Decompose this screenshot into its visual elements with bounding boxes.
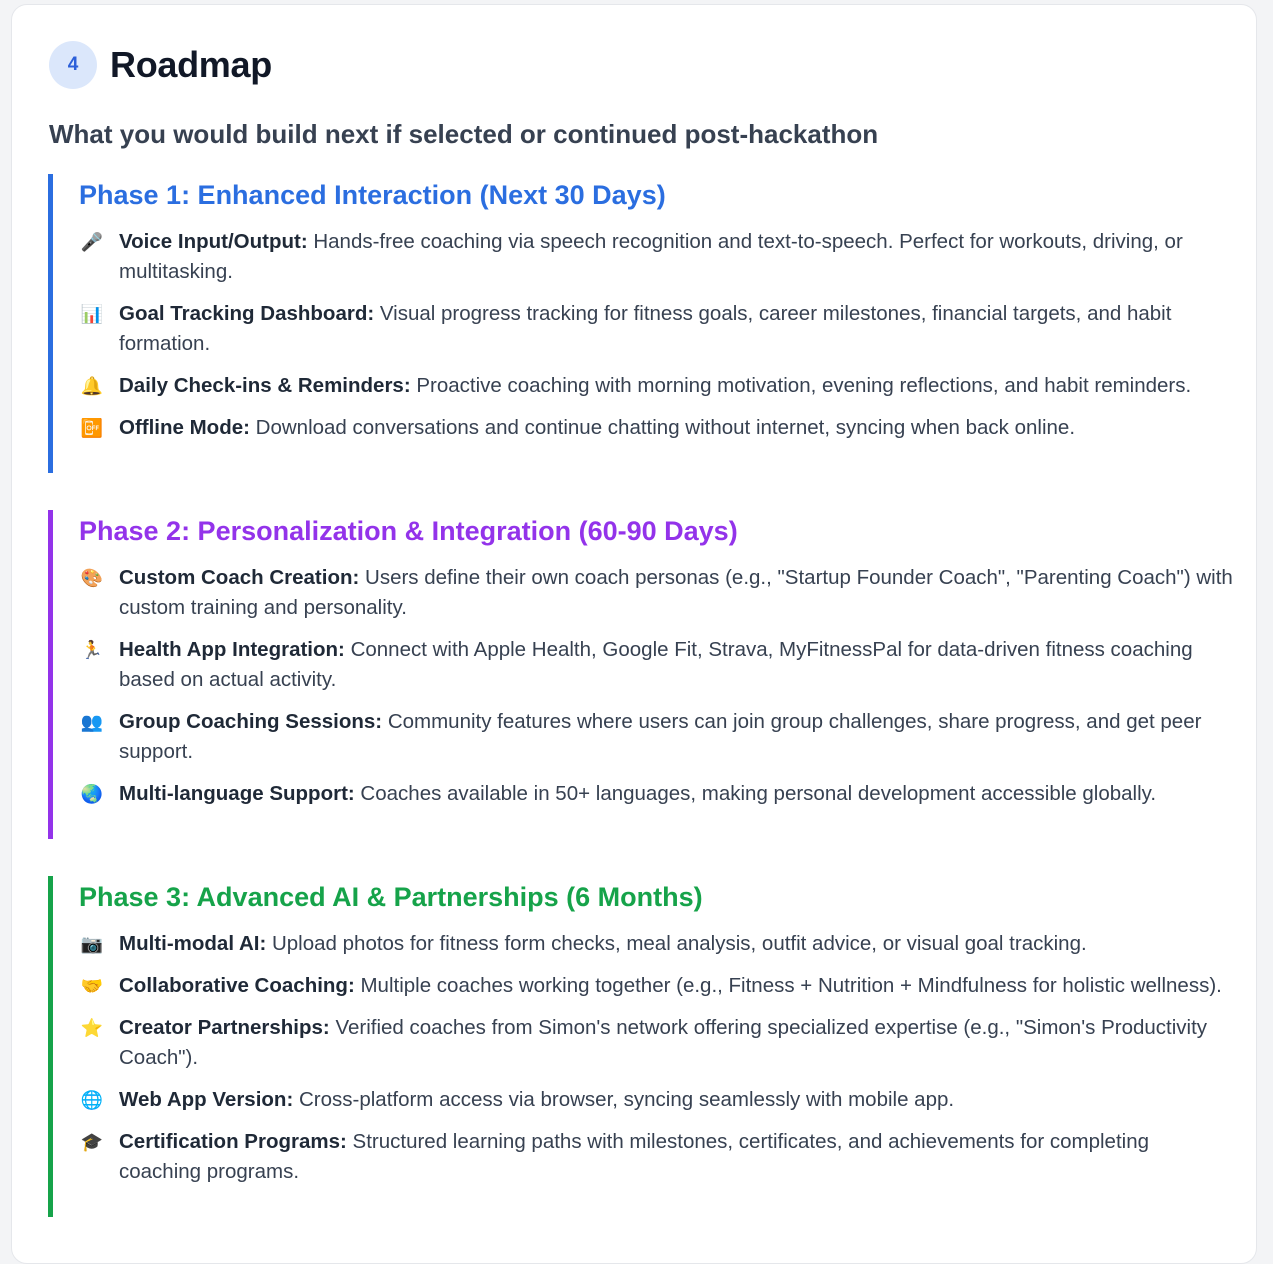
roadmap-item-label: Voice Input/Output: bbox=[119, 230, 308, 253]
roadmap-item bbox=[79, 227, 1233, 287]
roadmap-item-description: Visual progress tracking for fitness goals, career milestones, financial targets, and habit formation. bbox=[119, 302, 1172, 355]
roadmap-item bbox=[79, 971, 1233, 1001]
roadmap-item-description: Cross-platform access via browser, syncing seamlessly with mobile app. bbox=[293, 1088, 955, 1111]
roadmap-item-description: Coaches available in 50+ languages, making personal development accessible globally. bbox=[354, 782, 1157, 805]
roadmap-item bbox=[79, 1085, 1233, 1115]
roadmap-item-label: Multi-language Support: bbox=[119, 782, 355, 805]
roadmap-item-description: Users define their own coach personas (e.g., "Startup Founder Coach", "Parenting Coach") with custom training and personality. bbox=[119, 566, 1233, 619]
roadmap-item-text bbox=[119, 1127, 1233, 1187]
camera-icon: 📷 bbox=[80, 933, 104, 954]
section-header bbox=[49, 41, 272, 89]
web-globe-icon: 🌐 bbox=[80, 1089, 104, 1110]
roadmap-item-description: Connect with Apple Health, Google Fit, Strava, MyFitnessPal for data-driven fitness coaching based on actual activity. bbox=[119, 638, 1193, 691]
palette-icon: 🎨 bbox=[80, 567, 104, 588]
roadmap-item-label: Daily Check-ins & Reminders: bbox=[119, 374, 411, 397]
roadmap-item bbox=[79, 299, 1233, 359]
roadmap-item-description: Hands-free coaching via speech recognition and text-to-speech. Perfect for workouts, driving, or multitasking. bbox=[119, 230, 1183, 283]
roadmap-item-text bbox=[119, 413, 1075, 443]
roadmap-item bbox=[79, 371, 1233, 401]
roadmap-item bbox=[79, 707, 1233, 767]
people-icon: 👥 bbox=[80, 711, 104, 732]
roadmap-item-description: Verified coaches from Simon's network offering specialized expertise (e.g., "Simon's Productivity Coach"). bbox=[119, 1016, 1208, 1069]
roadmap-item bbox=[79, 779, 1233, 809]
microphone-icon: 🎤 bbox=[80, 231, 104, 252]
graduation-cap-icon: 🎓 bbox=[80, 1131, 104, 1152]
phase-1-block bbox=[48, 174, 1233, 473]
phase-2-block bbox=[48, 510, 1233, 839]
roadmap-item-label: Offline Mode: bbox=[119, 416, 250, 439]
roadmap-item-label: Web App Version: bbox=[119, 1088, 294, 1111]
roadmap-item-description: Community features where users can join group challenges, share progress, and get peer support. bbox=[119, 710, 1202, 763]
roadmap-item bbox=[79, 563, 1233, 623]
roadmap-item-label: Goal Tracking Dashboard: bbox=[119, 302, 375, 325]
roadmap-item-text bbox=[119, 1085, 954, 1115]
phase-title: Phase 1: Enhanced Interaction (Next 30 Days) bbox=[79, 180, 666, 210]
roadmap-item-text bbox=[119, 1013, 1233, 1073]
roadmap-item-description: Download conversations and continue chatting without internet, syncing when back online. bbox=[249, 416, 1076, 439]
roadmap-item bbox=[79, 1127, 1233, 1187]
roadmap-item bbox=[79, 413, 1233, 443]
roadmap-item-text bbox=[119, 707, 1233, 767]
runner-icon: 🏃 bbox=[80, 639, 104, 660]
roadmap-item bbox=[79, 929, 1233, 959]
roadmap-card bbox=[11, 4, 1257, 1264]
roadmap-item-text bbox=[119, 563, 1233, 623]
phase-3-block bbox=[48, 876, 1233, 1217]
section-subtitle: What you would build next if selected or continued post-hackathon bbox=[49, 119, 879, 149]
roadmap-item-text bbox=[119, 371, 1191, 401]
roadmap-item-label: Creator Partnerships: bbox=[119, 1016, 330, 1039]
roadmap-item-label: Custom Coach Creation: bbox=[119, 566, 360, 589]
roadmap-item-description: Upload photos for fitness form checks, meal analysis, outfit advice, or visual goal tracking. bbox=[266, 932, 1087, 955]
phase-title: Phase 2: Personalization & Integration (60-90 Days) bbox=[79, 516, 738, 546]
offline-icon: 📴 bbox=[80, 417, 104, 438]
roadmap-item-text bbox=[119, 971, 1222, 1001]
bar-chart-icon: 📊 bbox=[80, 303, 104, 324]
roadmap-item-description: Proactive coaching with morning motivation, evening reflections, and habit reminders. bbox=[410, 374, 1192, 397]
globe-icon: 🌏 bbox=[80, 783, 104, 804]
phase-title: Phase 3: Advanced AI & Partnerships (6 Months) bbox=[79, 882, 703, 912]
roadmap-item-label: Certification Programs: bbox=[119, 1130, 347, 1153]
roadmap-item-text bbox=[119, 299, 1233, 359]
roadmap-item-description: Multiple coaches working together (e.g., Fitness + Nutrition + Mindfulness for holistic wellness). bbox=[354, 974, 1222, 997]
roadmap-item-text bbox=[119, 779, 1156, 809]
roadmap-item-label: Health App Integration: bbox=[119, 638, 345, 661]
roadmap-item-text bbox=[119, 635, 1233, 695]
handshake-icon: 🤝 bbox=[80, 975, 104, 996]
roadmap-item bbox=[79, 635, 1233, 695]
section-number-badge: 4 bbox=[49, 41, 97, 89]
roadmap-item-label: Group Coaching Sessions: bbox=[119, 710, 383, 733]
roadmap-item-label: Multi-modal AI: bbox=[119, 932, 267, 955]
star-icon: ⭐ bbox=[80, 1017, 104, 1038]
roadmap-item bbox=[79, 1013, 1233, 1073]
roadmap-item-text bbox=[119, 227, 1233, 287]
bell-icon: 🔔 bbox=[80, 375, 104, 396]
section-title: Roadmap bbox=[110, 44, 272, 85]
roadmap-item-label: Collaborative Coaching: bbox=[119, 974, 355, 997]
roadmap-item-description: Structured learning paths with milestones, certificates, and achievements for completing coaching programs. bbox=[119, 1130, 1150, 1183]
roadmap-item-text bbox=[119, 929, 1087, 959]
